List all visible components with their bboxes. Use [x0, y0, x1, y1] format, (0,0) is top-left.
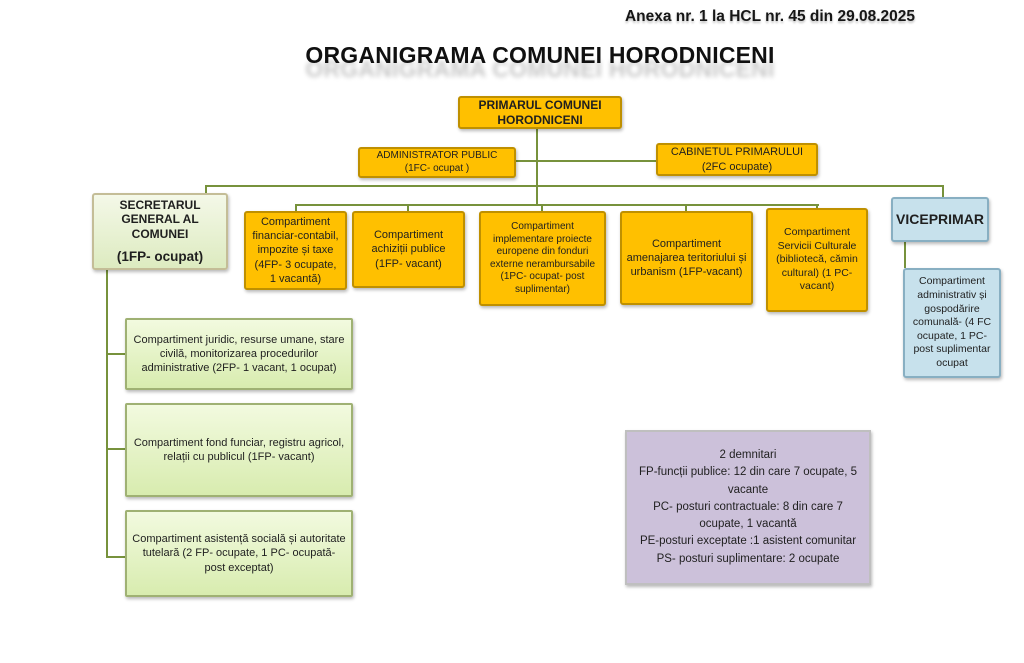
connector-primar-vertical: [536, 128, 538, 205]
node-comp-asistenta-label: Compartiment asistență socială și autoritate tutelară (2 FP- ocupate, 1 PC- ocupată- post exceptat): [132, 533, 346, 574]
node-comp-urbanism-label: Compartiment amenajarea teritoriului și urbanism (1FP-vacant): [626, 237, 747, 279]
connector-secretar-vertical: [106, 270, 108, 558]
node-comp-asistenta: [125, 510, 353, 597]
connector-main-horizontal: [205, 185, 944, 187]
node-viceprimar: [891, 197, 989, 242]
node-comp-juridic: [125, 318, 353, 390]
connector-stub-fond-funciar: [106, 448, 125, 450]
connector-admin-cabinet: [516, 160, 656, 162]
node-primar: [458, 96, 622, 129]
node-comp-urbanism: [620, 211, 753, 305]
node-comp-financiar: [244, 211, 347, 290]
node-comp-financiar-label: Compartiment financiar-contabil, impozite și taxe (4FP- 3 ocupate, 1 vacantă): [252, 215, 339, 285]
node-secretar-general-label: SECRETARUL GENERAL AL COMUNEI: [119, 197, 201, 241]
node-cabinet-primar-label: CABINETUL PRIMARULUI: [670, 146, 804, 159]
node-comp-proiecte-label: Compartiment implementare proiecte europene din fonduri externe nerambursabile (1PC- ocupat- post suplimentar): [489, 221, 596, 295]
node-secretar-general-status: (1FP- ocupat): [116, 249, 204, 264]
summary-box: 2 demnitari FP-funcții publice: 12 din care 7 ocupate, 5 vacante PC- posturi contractuale: 8 din care 7 ocupate, 1 vacantă PE-posturi exceptate :1 asistent comunitar PS- posturi suplimentare: 2 ocupate: [625, 430, 871, 585]
node-cabinet-primar: [656, 143, 818, 176]
node-comp-achizitii-label: Compartiment achiziții publice (1FP- vacant): [371, 229, 446, 270]
node-cabinet-primar-status: (2FC ocupate): [701, 160, 773, 173]
node-comp-cultura: [766, 208, 868, 312]
node-comp-administrativ-label: Compartiment administrativ și gospodărire comunală- (4 FC ocupate, 1 PC- post suplimentar ocupat: [912, 275, 992, 370]
node-comp-cultura-label: Compartiment Servicii Culturale (bibliotecă, cămin cultural) (1 PC- vacant): [776, 225, 858, 293]
node-comp-juridic-label: Compartiment juridic, resurse umane, stare civilă, monitorizarea procedurilor administrative (2FP- 1 vacant, 1 ocupat): [133, 333, 345, 375]
node-administrator-public: [358, 147, 516, 178]
node-comp-proiecte: [479, 211, 606, 306]
node-administrator-public-status: (1FC- ocupat ): [404, 162, 470, 174]
node-viceprimar-label: VICEPRIMAR: [896, 211, 984, 228]
page-title: ORGANIGRAMA COMUNEI HORODNICENI: [305, 42, 775, 68]
connector-row-horizontal: [295, 204, 819, 206]
node-comp-administrativ: [903, 268, 1001, 378]
node-comp-fond-funciar: [125, 403, 353, 497]
node-secretar-general: [92, 193, 228, 270]
annex-note: Anexa nr. 1 la HCL nr. 45 din 29.08.2025: [624, 8, 916, 25]
node-administrator-public-label: ADMINISTRATOR PUBLIC: [376, 150, 498, 161]
connector-stub-asistenta: [106, 556, 125, 558]
connector-stub-juridic: [106, 353, 125, 355]
node-comp-fond-funciar-label: Compartiment fond funciar, registru agricol, relații cu publicul (1FP- vacant): [133, 436, 345, 463]
node-comp-achizitii: [352, 211, 465, 288]
connector-viceprimar-vertical: [904, 242, 906, 268]
node-primar-label: PRIMARUL COMUNEI HORODNICENI: [478, 98, 602, 127]
